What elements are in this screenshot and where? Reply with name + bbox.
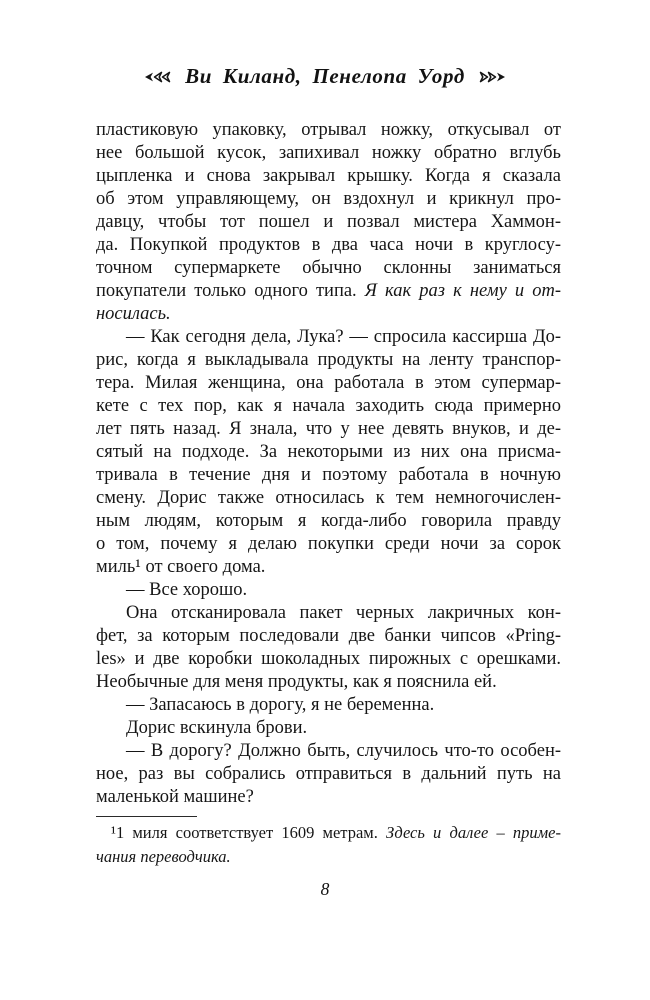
text-line <box>96 533 561 556</box>
text-line <box>96 326 561 349</box>
text-line <box>96 349 561 372</box>
text-segment: пластиковую упаковку, отрывал ножку, откусывал от <box>96 120 561 140</box>
text-segment: смену. Дорис также относилась к тем немногочислен- <box>96 488 561 508</box>
text-segment: сятый на подходе. За некоторыми из них она присма- <box>96 442 561 462</box>
text-segment: тера. Милая женщина, она работала в этом супермар- <box>96 373 561 393</box>
text-segment: — Запасаюсь в дорогу, я не беременна. <box>126 695 435 715</box>
text-segment: ¹1 миля соответствует 1609 метрам. <box>111 823 387 842</box>
text-line <box>96 510 561 533</box>
text-segment: маленькой машине? <box>96 787 254 807</box>
text-line <box>96 487 561 510</box>
text-line <box>96 602 561 625</box>
text-segment: Необычные для меня продукты, как я пояснила ей. <box>96 672 497 692</box>
text-segment: — Как сегодня дела, Лука? — спросила кассирша До- <box>126 327 561 347</box>
text-segment: лет пять назад. Я знала, что у нее девять внуков, и де- <box>96 419 561 439</box>
text-line <box>96 464 561 487</box>
text-line <box>96 671 561 694</box>
text-segment: о том, почему я делаю покупки среди ночи за сорок <box>96 534 561 554</box>
text-segment: цыпленка и снова закрывал крышку. Когда я сказала <box>96 166 561 186</box>
text-segment: — В дорогу? Должно быть, случилось что-то особен- <box>126 741 561 761</box>
text-line <box>96 234 561 257</box>
text-segment: нее большой кусок, запихивал ножку обратно вглубь <box>96 143 561 163</box>
text-line <box>96 395 561 418</box>
text-line <box>96 694 561 717</box>
fleuron-left-icon <box>144 70 172 84</box>
footnote <box>96 821 561 869</box>
text-segment: тривала в течение дня и поэтому работала в ночную <box>96 465 561 485</box>
running-header <box>0 64 650 89</box>
text-line <box>96 303 561 326</box>
text-segment: les» и две коробки шоколадных пирожных с орешками. <box>96 649 561 669</box>
text-segment: кете с тех пор, как я начала заходить сюда примерно <box>96 396 561 416</box>
text-line <box>96 625 561 648</box>
text-line <box>96 717 561 740</box>
italic-text-segment: носилась. <box>96 304 171 324</box>
footnote-separator <box>96 816 197 817</box>
text-segment: да. Покупкой продуктов в два часа ночи в круглосу- <box>96 235 561 255</box>
text-line <box>96 740 561 763</box>
header-author-line: Ви Киланд, Пенелопа Уорд <box>185 64 465 88</box>
text-segment: покупатели только одного типа. <box>96 281 365 301</box>
text-line <box>96 845 561 869</box>
text-line <box>96 441 561 464</box>
text-segment: давцу, чтобы тот пошел и позвал мистера Хаммон- <box>96 212 561 232</box>
text-segment: рис, когда я выкладывала продукты на ленту транспор- <box>96 350 561 370</box>
page-number: 8 <box>320 879 330 899</box>
text-line <box>96 119 561 142</box>
text-line <box>96 280 561 303</box>
text-line <box>96 211 561 234</box>
text-segment: Дорис вскинула брови. <box>126 718 308 738</box>
text-line <box>96 763 561 786</box>
italic-text-segment: чания переводчика. <box>96 847 231 866</box>
text-line <box>96 165 561 188</box>
text-line <box>96 142 561 165</box>
text-segment: точном супермаркете обычно склонны заниматься <box>96 258 561 278</box>
italic-text-segment: Здесь и далее – приме- <box>386 823 561 842</box>
text-segment: ное, раз вы собрались отправиться в дальний путь на <box>96 764 561 784</box>
text-line <box>96 372 561 395</box>
text-line <box>96 648 561 671</box>
text-segment: — Все хорошо. <box>126 580 248 600</box>
text-line <box>96 188 561 211</box>
text-segment: ным людям, которым я когда-либо говорила правду <box>96 511 561 531</box>
text-segment: об этом управляющему, он вздохнул и крикнул про- <box>96 189 561 209</box>
fleuron-right-icon <box>478 70 506 84</box>
text-segment: миль¹ от своего дома. <box>96 557 266 577</box>
text-line <box>96 418 561 441</box>
text-line <box>96 556 561 579</box>
text-line <box>96 786 561 809</box>
text-segment: Она отсканировала пакет черных лакричных кон- <box>126 603 561 623</box>
text-line <box>96 257 561 280</box>
text-segment: фет, за которым последовали две банки чипсов «Pring- <box>96 626 561 646</box>
body-text <box>96 119 561 809</box>
italic-text-segment: Я как раз к нему и от- <box>364 281 561 301</box>
text-line <box>96 821 561 845</box>
text-line <box>96 579 561 602</box>
